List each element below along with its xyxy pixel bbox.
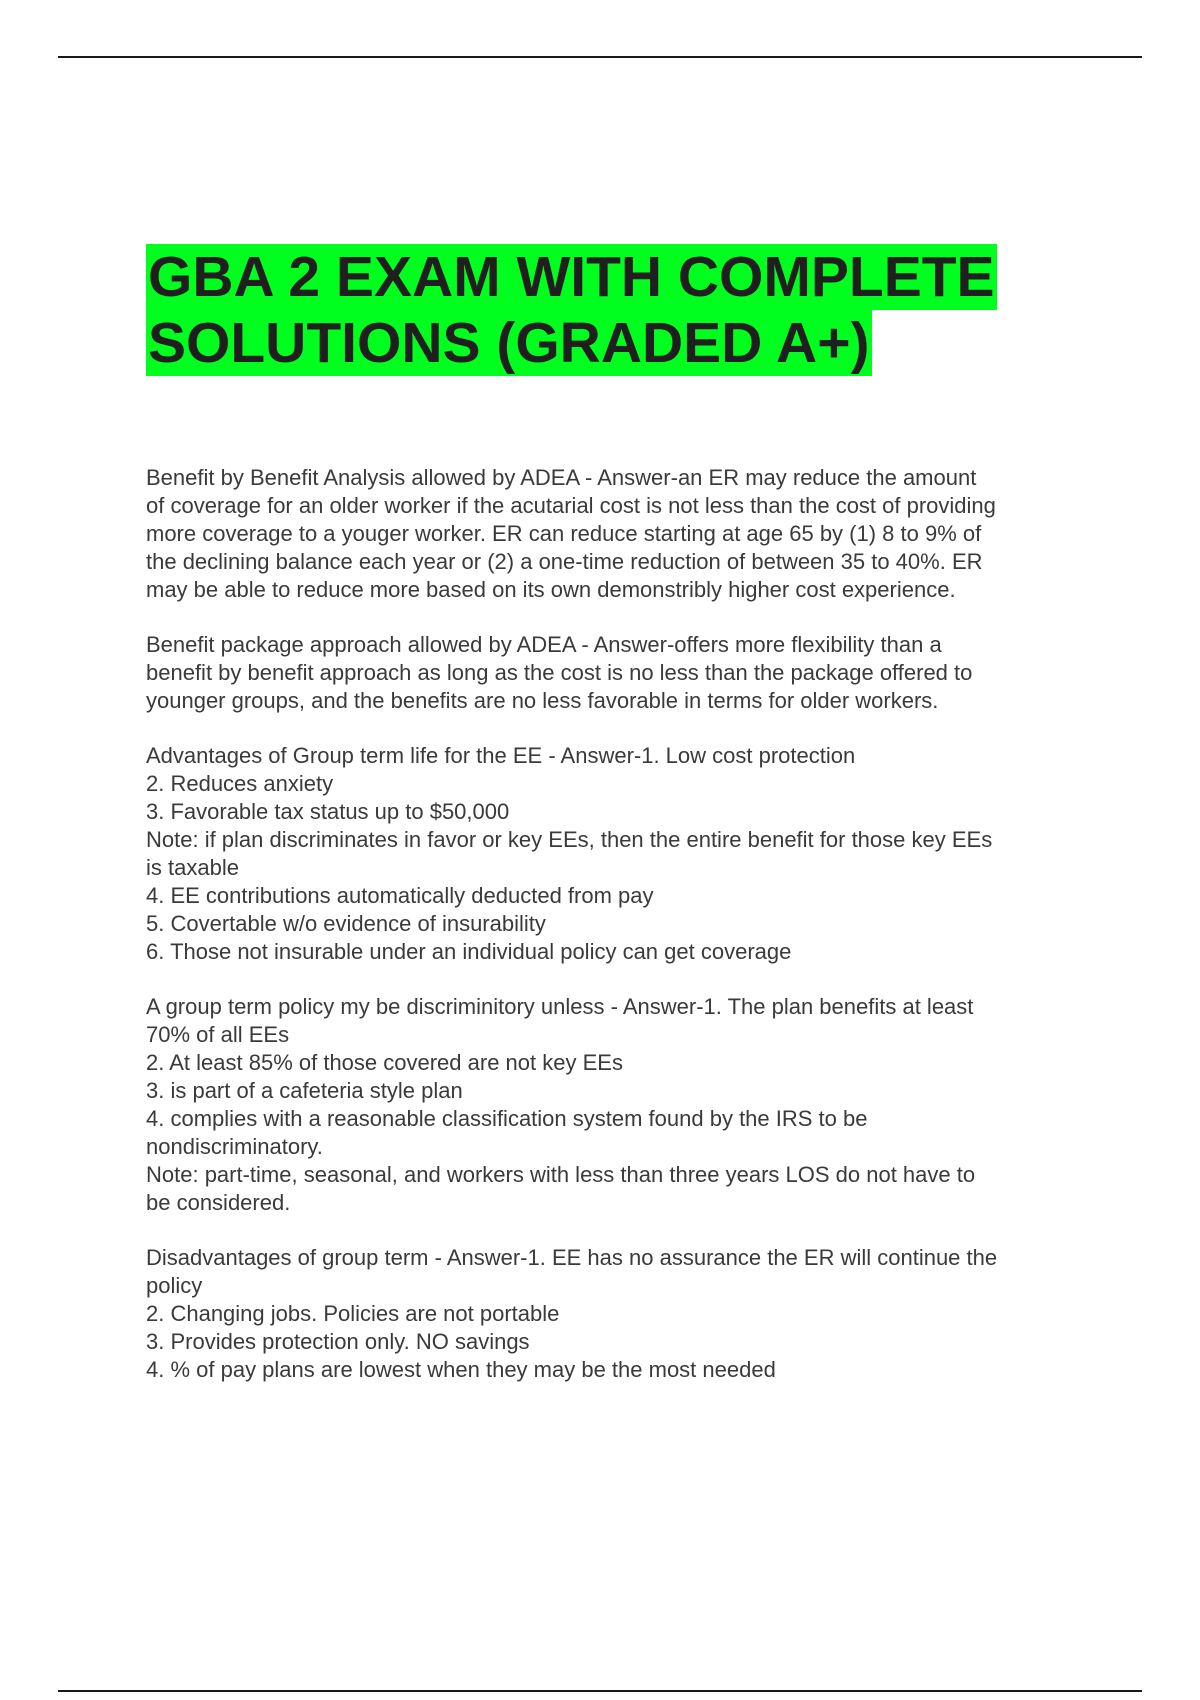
qa-line: may be able to reduce more based on its own demonstribly higher cost experience. bbox=[146, 577, 956, 602]
qa-line: of coverage for an older worker if the acutarial cost is not less than the cost of providing bbox=[146, 493, 996, 518]
qa-line: 3. Favorable tax status up to $50,000 bbox=[146, 799, 510, 824]
qa-line: 3. is part of a cafeteria style plan bbox=[146, 1078, 463, 1103]
qa-line: 4. complies with a reasonable classification system found by the IRS to be bbox=[146, 1106, 868, 1131]
qa-line: Note: part-time, seasonal, and workers with less than three years LOS do not have to bbox=[146, 1162, 976, 1187]
qa-line: Benefit package approach allowed by ADEA - Answer-offers more flexibility than a bbox=[146, 632, 942, 657]
qa-line: Disadvantages of group term - Answer-1. EE has no assurance the ER will continue the bbox=[146, 1245, 998, 1270]
qa-line: be considered. bbox=[146, 1190, 291, 1215]
qa-line: 3. Provides protection only. NO savings bbox=[146, 1329, 530, 1354]
qa-line: 2. At least 85% of those covered are not key EEs bbox=[146, 1050, 623, 1075]
qa-line: 6. Those not insurable under an individual policy can get coverage bbox=[146, 939, 792, 964]
title-line-2: SOLUTIONS (GRADED A+) bbox=[148, 311, 870, 375]
document-body bbox=[146, 464, 1091, 1411]
title-line-1: GBA 2 EXAM WITH COMPLETE bbox=[148, 245, 995, 309]
top-divider bbox=[58, 56, 1142, 58]
qa-line: Note: if plan discriminates in favor or key EEs, then the entire benefit for those key EEs bbox=[146, 827, 993, 852]
qa-entry bbox=[146, 631, 1091, 715]
bottom-divider bbox=[58, 1690, 1142, 1692]
qa-line: benefit by benefit approach as long as the cost is no less than the package offered to bbox=[146, 660, 973, 685]
qa-line: 70% of all EEs bbox=[146, 1022, 290, 1047]
qa-line: is taxable bbox=[146, 855, 239, 880]
qa-line: 5. Covertable w/o evidence of insurability bbox=[146, 911, 546, 936]
qa-line: A group term policy my be discriminitory unless - Answer-1. The plan benefits at least bbox=[146, 994, 974, 1019]
qa-line: younger groups, and the benefits are no less favorable in terms for older workers. bbox=[146, 688, 939, 713]
qa-line: 4. % of pay plans are lowest when they may be the most needed bbox=[146, 1357, 776, 1382]
qa-line: 4. EE contributions automatically deducted from pay bbox=[146, 883, 654, 908]
document-title bbox=[146, 244, 997, 376]
qa-entry bbox=[146, 464, 1091, 604]
qa-entry bbox=[146, 1244, 1091, 1384]
qa-line: nondiscriminatory. bbox=[146, 1134, 323, 1159]
qa-line: Advantages of Group term life for the EE - Answer-1. Low cost protection bbox=[146, 743, 856, 768]
qa-entry bbox=[146, 742, 1091, 966]
qa-line: 2. Reduces anxiety bbox=[146, 771, 334, 796]
qa-line: Benefit by Benefit Analysis allowed by ADEA - Answer-an ER may reduce the amount bbox=[146, 465, 977, 490]
qa-line: the declining balance each year or (2) a one-time reduction of between 35 to 40%. ER bbox=[146, 549, 983, 574]
qa-line: more coverage to a youger worker. ER can reduce starting at age 65 by (1) 8 to 9% of bbox=[146, 521, 982, 546]
qa-entry bbox=[146, 993, 1091, 1217]
qa-line: policy bbox=[146, 1273, 203, 1298]
qa-line: 2. Changing jobs. Policies are not portable bbox=[146, 1301, 560, 1326]
